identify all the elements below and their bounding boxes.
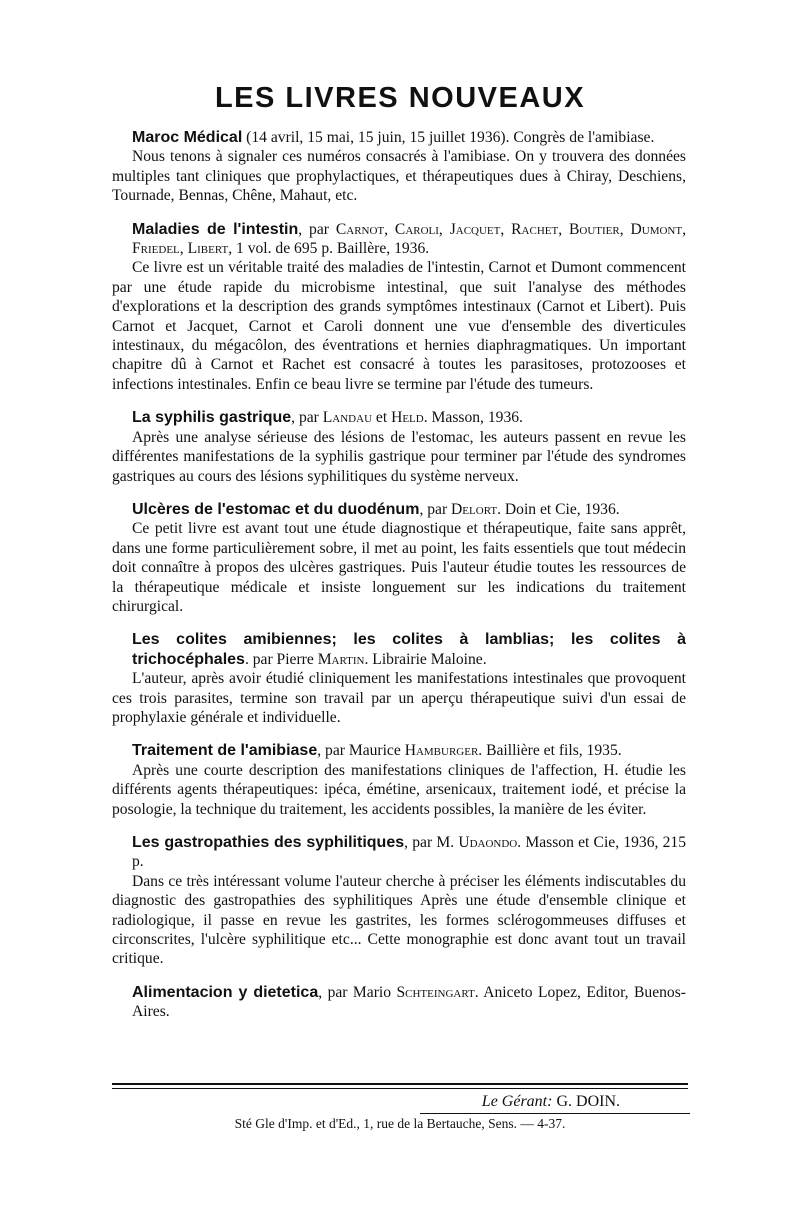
book-title: La syphilis gastrique [132, 409, 292, 427]
book-entry [112, 500, 686, 616]
citation-text: par Pierre [252, 650, 318, 668]
book-title: Ulcères de l'estomac et du duodénum [132, 500, 420, 518]
book-description: Dans ce très intéressant volume l'auteur cherche à préciser les éléments indiscutables du diagnostic des gastropathies des syphilitiques Après une étude d'ensemble clinique et radiologique, il passe en revue les gastrites, les formes sclérogommeuses diffuses et circonscrites, l'ulcère syphilitique etc... Cette monographie est donc avant tout un travail critique. [112, 872, 686, 968]
book-citation [112, 630, 686, 669]
book-citation [112, 833, 686, 872]
title-separator: , [298, 220, 310, 238]
title-separator: . [244, 650, 253, 668]
citation-text: par [427, 500, 452, 518]
page-title: LES LIVRES NOUVEAUX [214, 82, 586, 114]
citation-text: par [298, 409, 323, 427]
author-name: Landau [322, 409, 373, 427]
signature-line [112, 1093, 620, 1111]
citation-text: . Masson et Cie, 1936, 215 p. [132, 834, 686, 871]
citation-text: et [372, 409, 392, 427]
citation-text: , 1 vol. de 695 p. Baillère, 1936. [228, 240, 430, 258]
book-entry [112, 630, 686, 727]
title-separator: , [419, 500, 428, 518]
book-title: Traitement de l'amibiase [132, 742, 318, 760]
book-title: Maroc Médical [132, 129, 243, 146]
book-citation [112, 128, 686, 147]
book-description: L'auteur, après avoir étudié cliniquement les manifestations intestinales que provoquent ces trois parasites, termine son travail par un aperçu thérapeutique suivi d'un essai de prophylaxie générale et individuelle. [112, 670, 686, 726]
book-entry [112, 220, 686, 395]
citation-text: . Baillière et fils, 1935. [478, 742, 622, 760]
book-description: Après une courte description des manifestations cliniques de l'affection, H. étudie les différents agents thérapeutiques: ipéca, émétine, arsenicaux, traitement iodé, et précise la posologie, la technique du traitement, les accidents possibles, la manière de les éviter. [112, 761, 686, 818]
citation-text: . Masson, 1936. [423, 409, 523, 427]
citation-text: . Aniceto Lopez, Editor, Buenos-Aires. [132, 983, 686, 1021]
citation-text: (14 avril, 15 mai, 15 juin, 15 juillet 1936). Congrès de l'amibiase. [246, 129, 655, 146]
title-separator: , [318, 983, 328, 1001]
citation-text: par [309, 220, 336, 238]
signature-label: Le Gérant: [481, 1093, 553, 1110]
title-separator: , [291, 409, 299, 427]
book-entry [112, 741, 686, 819]
author-name: Martin [317, 650, 365, 668]
citation-text: par Maurice [325, 742, 405, 760]
book-title: Les gastropathies des syphilitiques [132, 834, 405, 851]
book-entry [112, 408, 686, 486]
author-name: Carnot, Caroli, Jacquet, Rachet, Boutier, Dumont, Friedel, Libert [132, 220, 686, 258]
citation-text: . Librairie Maloine. [364, 650, 487, 668]
author-name: Hamburger [404, 742, 479, 760]
book-title: Les colites amibiennes; les colites à lamblias; les colites à trichocéphales [132, 631, 686, 668]
author-name: Delort [451, 500, 498, 518]
divider-thin [112, 1088, 688, 1089]
title-separator: , [404, 834, 413, 851]
citation-text: . Doin et Cie, 1936. [497, 500, 620, 518]
divider-thick [112, 1083, 688, 1085]
book-description: Ce livre est un véritable traité des maladies de l'intestin, Carnot et Dumont commencent par une étude rapide du microbisme intestinal, que suit l'analyse des méthodes d'explorations et la description des grands symptômes intestinaux (Carnot et Libert). Puis Carnot et Jacquet, Carnot et Caroli donnent une vue d'ensemble des diverticules intestinaux, du mégacôlon, des éventrations et hernies diaphragmatiques. Un important chapitre dû à Carnot et Rachet est consacré à toutes les parasitoses, protozooses et infections intestinales. Enfin ce beau livre se termine par l'étude des tumeurs. [112, 259, 686, 393]
printer-imprint: Sté Gle d'Imp. et d'Ed., 1, rue de la Bertauche, Sens. — 4-37. [234, 1116, 566, 1131]
book-entry [112, 833, 686, 969]
book-entry [112, 983, 686, 1022]
author-name: Udaondo [458, 834, 518, 851]
signature-name: G. DOIN. [556, 1093, 620, 1110]
citation-text: par M. [412, 834, 459, 851]
book-citation [112, 408, 686, 427]
book-title: Maladies de l'intestin [132, 220, 299, 238]
book-description: Ce petit livre est avant tout une étude diagnostique et thérapeutique, faite sans apprêt, dans une forme particulièrement sobre, il met au point, les faits essentiels que tout médecin doit connaître à propos des ulcères gastriques. Puis l'auteur étudie toutes les ressources de la thérapeutique médicale et insiste longuement sur les indications du traitement chirurgical. [112, 520, 686, 615]
book-list [112, 128, 686, 1036]
book-description: Après une analyse sérieuse des lésions de l'estomac, les auteurs passent en revue les différentes manifestations de la syphilis gastrique pour terminer par l'étude des syndromes gastriques au cours des lésions syphilitiques du système nerveux. [112, 428, 686, 485]
book-entry [112, 128, 686, 206]
author-name: Schteingart [396, 983, 475, 1001]
book-citation [112, 983, 686, 1022]
citation-text: par Mario [327, 983, 397, 1001]
book-citation [112, 220, 686, 259]
title-separator: , [317, 742, 326, 760]
book-title: Alimentacion y dietetica [132, 983, 319, 1001]
author-name: Held [391, 409, 424, 427]
book-citation [112, 741, 686, 760]
footer-divider [420, 1113, 690, 1114]
book-description: Nous tenons à signaler ces numéros consacrés à l'amibiase. On y trouvera des données multiples tant cliniques que prophylactiques, et thérapeutiques dues à Chiray, Deschiens, Tournade, Bennas, Chêne, Mahaut, etc. [112, 148, 686, 205]
book-citation [112, 500, 686, 519]
